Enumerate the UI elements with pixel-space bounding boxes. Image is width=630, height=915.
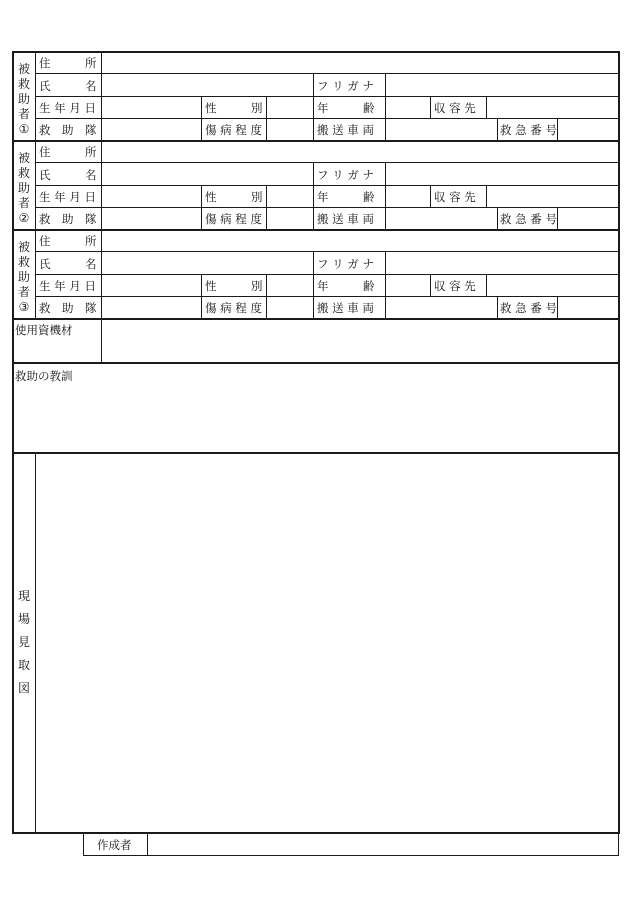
cell-line [430, 274, 431, 297]
sketch-heading-char: 場 [17, 612, 30, 626]
victim-2-heading [14, 151, 34, 226]
row-line [35, 96, 619, 97]
heading-char: 救 [17, 77, 30, 91]
heading-char: 被 [17, 151, 30, 165]
sketch-heading [14, 585, 34, 700]
lessons-field[interactable] [14, 386, 617, 450]
cell-line [201, 185, 202, 230]
row-line [35, 162, 619, 163]
section-divider-2 [12, 229, 620, 231]
section-divider-4 [12, 362, 620, 364]
heading-char: 救 [17, 166, 30, 180]
cell-line [557, 118, 558, 141]
equipment-label: 使用資機材 [15, 323, 73, 337]
severity-label: 傷 病 程 度 [205, 212, 262, 226]
author-field[interactable] [149, 834, 617, 854]
victim-3-heading [14, 240, 34, 315]
transport-vehicle-label: 搬 送 車 両 [317, 123, 374, 137]
heading-char: 救 [17, 255, 30, 269]
heading-char: ③ [18, 300, 30, 314]
cell-line [201, 274, 202, 319]
name-label: 氏 名 [39, 257, 97, 271]
cell-line [266, 274, 267, 319]
age-label: 年 齢 [317, 190, 375, 204]
heading-char: 者 [17, 107, 30, 121]
address-label: 住 所 [39, 145, 97, 159]
rescue-team-label: 救 助 隊 [39, 301, 97, 315]
equipment-field[interactable] [103, 321, 617, 361]
cell-line [266, 185, 267, 230]
destination-label: 収 容 先 [434, 190, 476, 204]
cell-line [385, 163, 386, 230]
sketch-col-border [35, 453, 36, 833]
heading-char: 者 [17, 285, 30, 299]
cell-line [385, 252, 386, 319]
heading-char: ② [18, 211, 30, 225]
cell-line [313, 74, 314, 141]
cell-line [557, 207, 558, 230]
cell-line [430, 185, 431, 208]
lessons-label: 救助の教訓 [15, 369, 73, 383]
section-divider-3 [12, 318, 620, 320]
furigana-label: フ リ ガ ナ [317, 257, 374, 271]
name-label: 氏 名 [39, 79, 97, 93]
cell-line [385, 74, 386, 141]
cell-line [497, 296, 498, 319]
address-label: 住 所 [39, 234, 97, 248]
heading-char: 者 [17, 196, 30, 210]
author-box-divider [147, 833, 148, 856]
birthdate-label: 生 年 月 日 [39, 101, 96, 115]
transport-vehicle-label: 搬 送 車 両 [317, 301, 374, 315]
destination-label: 収 容 先 [434, 279, 476, 293]
ambulance-number-label: 救 急 番 号 [500, 212, 557, 226]
heading-char: 被 [17, 240, 30, 254]
cell-line [313, 252, 314, 319]
sketch-heading-char: 図 [17, 681, 30, 695]
heading-char: 助 [17, 181, 30, 195]
furigana-label: フ リ ガ ナ [317, 79, 374, 93]
author-box-right [618, 833, 619, 856]
severity-label: 傷 病 程 度 [205, 301, 262, 315]
cell-line [313, 163, 314, 230]
severity-label: 傷 病 程 度 [205, 123, 262, 137]
row-line [35, 296, 619, 297]
gender-label: 性 別 [205, 101, 263, 115]
cell-line [557, 296, 558, 319]
row-line [35, 185, 619, 186]
row-line [35, 207, 619, 208]
rescue-team-label: 救 助 隊 [39, 212, 97, 226]
sketch-heading-char: 現 [17, 589, 30, 603]
rescue-team-label: 救 助 隊 [39, 123, 97, 137]
heading-char: 被 [17, 62, 30, 76]
age-label: 年 齢 [317, 279, 375, 293]
row-line [35, 118, 619, 119]
heading-char: 助 [17, 92, 30, 106]
author-label: 作成者 [97, 838, 132, 852]
section-divider-5 [12, 452, 620, 454]
gender-label: 性 別 [205, 279, 263, 293]
victim-1-heading [14, 62, 34, 137]
row-line [35, 274, 619, 275]
cell-line [486, 96, 487, 119]
row-line [35, 251, 619, 252]
birthdate-label: 生 年 月 日 [39, 279, 96, 293]
heading-char: 助 [17, 270, 30, 284]
cell-line [486, 185, 487, 208]
frame-right [618, 51, 620, 833]
scene-sketch-area[interactable] [37, 455, 617, 831]
birthdate-label: 生 年 月 日 [39, 190, 96, 204]
cell-line [430, 96, 431, 119]
cell-line [201, 96, 202, 141]
address-label: 住 所 [39, 56, 97, 70]
section-divider-1 [12, 140, 620, 142]
destination-label: 収 容 先 [434, 101, 476, 115]
author-box-left [83, 833, 84, 856]
name-label: 氏 名 [39, 168, 97, 182]
cell-line [497, 118, 498, 141]
sketch-heading-char: 取 [17, 658, 30, 672]
ambulance-number-label: 救 急 番 号 [500, 123, 557, 137]
sketch-heading-char: 見 [17, 635, 30, 649]
author-box-bottom [83, 855, 619, 856]
gender-label: 性 別 [205, 190, 263, 204]
cell-line [266, 96, 267, 141]
transport-vehicle-label: 搬 送 車 両 [317, 212, 374, 226]
ambulance-number-label: 救 急 番 号 [500, 301, 557, 315]
cell-line [486, 274, 487, 297]
age-label: 年 齢 [317, 101, 375, 115]
heading-char: ① [18, 122, 30, 136]
cell-line [497, 207, 498, 230]
row-line [35, 73, 619, 74]
frame-top [12, 51, 620, 53]
furigana-label: フ リ ガ ナ [317, 168, 374, 182]
